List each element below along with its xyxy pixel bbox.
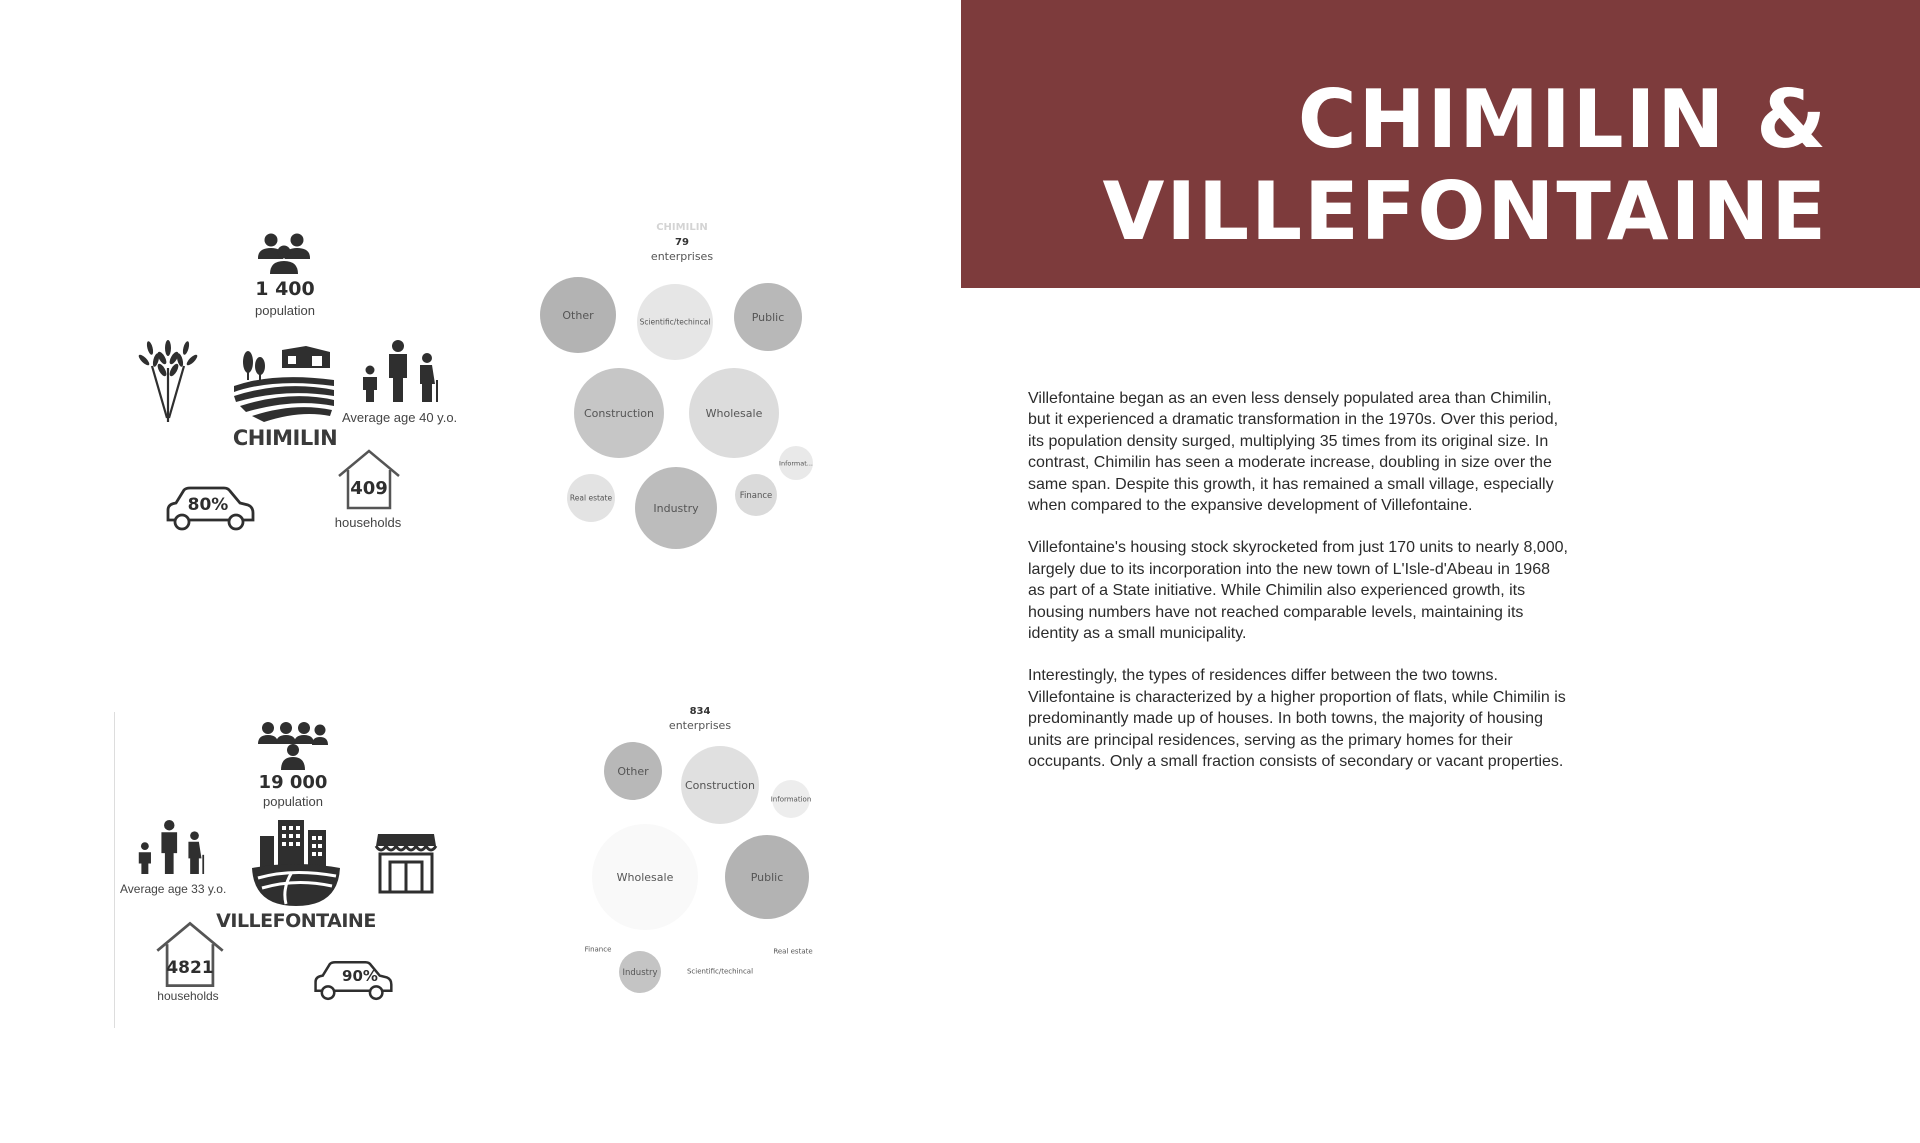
villefontaine-enterprise-chart xyxy=(570,698,840,1008)
article-body xyxy=(1028,388,1568,794)
bubble-label-real-estate: Real estate xyxy=(569,493,613,503)
villefontaine-households-label: households xyxy=(157,989,219,1003)
city-landscape-icon xyxy=(252,816,340,906)
shop-icon xyxy=(374,832,438,894)
bubble-label-real-estate: Real estate xyxy=(773,947,813,956)
paragraph: Villefontaine's housing stock skyrocketed from just 170 units to nearly 8,000, largely due to its incorporation into the new town of L'Isle-d'Abeau in 1968 as part of a State initiative. While Chimilin also experienced growth, its housing numbers have not reached comparable levels, maintaining its identity as a small municipality. xyxy=(1028,539,1568,643)
villefontaine-car-percent: 90% xyxy=(342,967,378,985)
bubble-label-finance: Finance xyxy=(584,945,612,954)
rural-landscape-icon xyxy=(234,346,336,422)
title-banner xyxy=(961,0,1920,288)
chimilin-enterprise-chart xyxy=(520,214,830,564)
villefontaine-town-name: VILLEFONTAINE xyxy=(216,910,376,932)
bubble-label-industry: Industry xyxy=(653,501,699,515)
chimilin-households-value: 409 xyxy=(350,478,388,499)
chimilin-average-age: Average age 40 y.o. xyxy=(342,410,458,425)
bubble-label-wholesale: Wholesale xyxy=(705,406,763,420)
family-icon xyxy=(136,820,206,874)
wheat-icon xyxy=(136,338,200,422)
bubble-label-other: Other xyxy=(617,764,649,778)
bubble-label-information: Information xyxy=(770,795,812,804)
bubble-label-scientific-techincal: Scientific/techincal xyxy=(686,967,754,976)
paragraph: Villefontaine began as an even less densely populated area than Chimilin, but it experienced a dramatic transformation in the 1970s. Over this period, its population density surged, multiplying 35 times from its original size. In contrast, Chimilin has seen a moderate increase, doubling in size over the same span. Despite this growth, it has remained a small village, especially when compared to the expansive development of Villefontaine. xyxy=(1028,390,1559,515)
bubble-label-informat: Informat... xyxy=(779,459,813,468)
chart-total-label: enterprises xyxy=(650,250,714,263)
villefontaine-average-age: Average age 33 y.o. xyxy=(120,882,227,896)
divider-line xyxy=(114,712,115,1028)
villefontaine-population-value: 19 000 xyxy=(258,772,328,793)
bubble-label-industry: Industry xyxy=(622,967,658,978)
chart-total: 834 xyxy=(689,706,711,717)
chart-total-label: enterprises xyxy=(668,719,732,732)
title-line-2: VILLEFONTAINE xyxy=(1102,165,1828,258)
chimilin-town-name: CHIMILIN xyxy=(232,426,338,450)
villefontaine-households-value: 4821 xyxy=(166,958,214,978)
people-group-icon xyxy=(258,720,328,770)
chimilin-population-value: 1 400 xyxy=(255,278,315,300)
chart-total: 79 xyxy=(675,237,689,248)
bubble-label-public: Public xyxy=(750,870,784,884)
bubble-label-construction: Construction xyxy=(583,406,655,420)
villefontaine-population-label: population xyxy=(263,794,323,809)
page-title xyxy=(1102,74,1828,258)
bubble-label-other: Other xyxy=(562,308,594,322)
chimilin-households-label: households xyxy=(334,515,402,530)
family-icon xyxy=(360,340,440,402)
chimilin-population-label: population xyxy=(255,303,315,318)
bubble-label-construction: Construction xyxy=(684,778,756,792)
people-group-icon xyxy=(256,232,312,276)
chart-title: CHIMILIN xyxy=(656,222,708,233)
bubble-label-public: Public xyxy=(751,310,785,324)
bubble-label-finance: Finance xyxy=(739,490,773,501)
paragraph: Interestingly, the types of residences differ between the two towns. Villefontaine is characterized by a higher proportion of flats, while Chimilin is predominantly made up of houses. In both towns, the majority of housing units are principal residences, serving as the primary homes for their occupants. Only a small fraction consists of secondary or vacant properties. xyxy=(1028,667,1566,771)
bubble-label-wholesale: Wholesale xyxy=(616,870,674,884)
chimilin-car-percent: 80% xyxy=(187,495,229,515)
title-line-1: CHIMILIN & xyxy=(1297,73,1828,166)
bubble-label-scientific-techincal: Scientific/techincal xyxy=(639,317,711,327)
